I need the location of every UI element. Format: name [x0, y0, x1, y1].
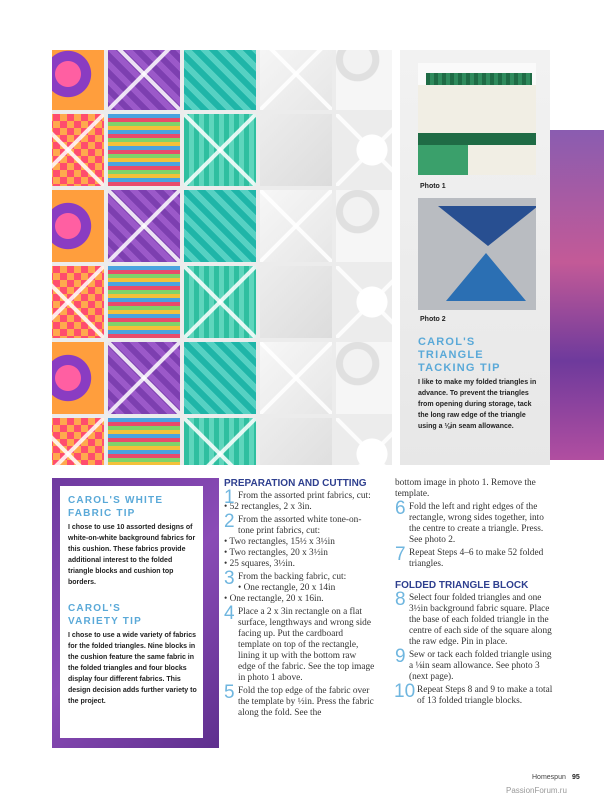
preparation-column — [224, 478, 376, 719]
photo-1 — [418, 63, 536, 175]
step-8: 8 Select four folded triangles and one 3½in background fabric square. Place the base of each folded triangle in the centre of each side of the square along the raw edge. Pin in place. — [395, 589, 552, 647]
quilt-block — [184, 342, 256, 414]
folded-triangle-column — [395, 478, 555, 707]
watermark: PassionForum.ru — [506, 786, 567, 795]
quilt-block — [336, 266, 392, 338]
quilt-block — [108, 114, 180, 186]
step-4: 4 Place a 2 x 3in rectangle on a flat surface, lengthways and wrong side facing up. Put the cardboard template on top of the rectangle, lining it up with the bottom raw edge of the fabric. See the top image in photo 1 above. — [224, 603, 375, 683]
quilt-block — [260, 190, 332, 262]
step-2-item: • 25 squares, 3½in. — [224, 559, 295, 569]
white-fabric-tip-heading: CAROL'S WHITE FABRIC TIP — [68, 495, 164, 519]
quilt-block — [52, 190, 104, 262]
quilt-block — [108, 266, 180, 338]
photo-2 — [418, 198, 536, 310]
quilt-block — [184, 190, 256, 262]
quilt-block — [336, 114, 392, 186]
page-number: 95 — [572, 774, 580, 781]
quilt-block — [184, 50, 256, 110]
triangle-tip-box — [418, 336, 543, 432]
photo-2-caption: Photo 2 — [420, 316, 446, 323]
quilt-block — [184, 266, 256, 338]
quilt-block — [108, 50, 180, 110]
quilt-block — [108, 190, 180, 262]
step-3: 3 From the backing fabric, cut: • One rectangle, 20 x 14in — [224, 568, 347, 593]
step-5-continued: bottom image in photo 1. Remove the template. — [395, 478, 536, 499]
quilt-block — [52, 418, 104, 465]
quilt-block — [184, 114, 256, 186]
magazine-name: Homespun — [532, 774, 566, 781]
quilt-block — [336, 418, 392, 465]
quilt-block — [108, 342, 180, 414]
step-3-item: • One rectangle, 20 x 16in. — [224, 594, 324, 604]
tips-box — [52, 478, 219, 748]
preparation-heading: PREPARATION AND CUTTING — [224, 478, 367, 489]
variety-tip-body: I chose to use a wide variety of fabrics for the folded triangles. Nine blocks in the cushion feature the same fabric in the folded triangles and four blocks display four different fabrics. This design decision adds further variety to the project. — [68, 632, 197, 705]
quilt-block — [52, 266, 104, 338]
quilt-block — [260, 50, 332, 110]
quilt-block — [260, 418, 332, 465]
quilt-block — [260, 266, 332, 338]
quilt-block — [336, 50, 392, 110]
quilt-block — [184, 418, 256, 465]
quilt-block — [52, 342, 104, 414]
triangle-tip-heading: CAROL'S TRIANGLE TACKING TIP — [418, 336, 501, 374]
folded-triangle-heading: FOLDED TRIANGLE BLOCK — [395, 580, 529, 591]
quilt-block — [336, 190, 392, 262]
quilt-block — [260, 342, 332, 414]
quilt-block — [260, 114, 332, 186]
quilt-block — [52, 50, 104, 110]
step-10: 10 Repeat Steps 8 and 9 to make a total of 13 folded triangle blocks. — [394, 681, 553, 706]
quilt-block — [336, 342, 392, 414]
step-2: 2 From the assorted white tone-on-tone print fabrics, cut: — [224, 511, 362, 536]
step-7: 7 Repeat Steps 4–6 to make 52 folded triangles. — [395, 544, 544, 569]
step-2-item: • Two rectangles, 20 x 3½in — [224, 548, 328, 558]
variety-tip-heading: CAROL'S VARIETY TIP — [68, 603, 142, 627]
quilt-photo — [52, 50, 392, 465]
triangle-tip-body: I like to make my folded triangles in advance. To prevent the triangles from opening during storage, tack the long raw edge of the triangle using a ⅛in seam allowance. — [418, 379, 537, 430]
quilt-block — [52, 114, 104, 186]
step-1-item: • 52 rectangles, 2 x 3in. — [224, 502, 312, 512]
step-5: 5 Fold the top edge of the fabric over the template by ½in. Press the fabric along the fold. See the — [224, 682, 374, 718]
step-6: 6 Fold the left and right edges of the rectangle, wrong sides together, into the centre to create a triangle. Press. See photo 2. — [395, 498, 544, 545]
photo-1-caption: Photo 1 — [420, 183, 446, 190]
white-fabric-tip-body: I chose to use 10 assorted designs of white-on-white background fabrics for this cushion. These fabrics provide additional interest to the folded triangle blocks and cushion top borders. — [68, 524, 196, 586]
step-2-item: • Two rectangles, 15½ x 3½in — [224, 537, 335, 547]
step-1: 1 From the assorted print fabrics, cut: — [224, 487, 371, 508]
step-9: 9 Sew or tack each folded triangle using a ⅛in seam allowance. See photo 3 (next page). — [395, 646, 552, 682]
quilt-block — [108, 418, 180, 465]
